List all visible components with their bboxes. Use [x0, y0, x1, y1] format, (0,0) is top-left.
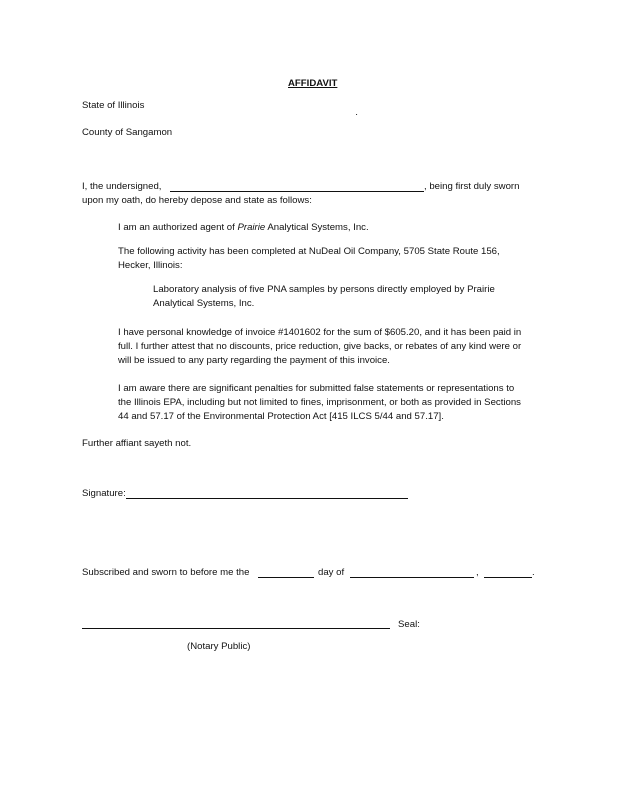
work-line1: Laboratory analysis of five PNA samples by persons directly employed by Prairie	[153, 284, 495, 295]
month-blank-line[interactable]	[350, 577, 474, 578]
day-of-label: day of	[318, 567, 345, 578]
invoice-line2: full. I further attest that no discounts, price reduction, give backs, or rebates of any kind were or	[118, 341, 522, 352]
work-line2: Analytical Systems, Inc.	[153, 298, 255, 309]
stray-mark: ·	[355, 109, 359, 120]
name-blank-line[interactable]	[170, 191, 424, 192]
county-line: County of Sangamon	[82, 127, 173, 138]
period: .	[532, 567, 535, 578]
intro-line2: upon my oath, do hereby depose and state as follows:	[82, 195, 312, 206]
subscribed-label: Subscribed and sworn to before me the	[82, 567, 250, 578]
penalties-line3: 44 and 57.17 of the Environmental Protection Act [415 ILCS 5/44 and 57.17].	[118, 411, 444, 422]
notary-signature-line[interactable]	[82, 628, 390, 629]
day-blank-line[interactable]	[258, 577, 314, 578]
signature-line[interactable]	[126, 498, 408, 499]
state-line: State of Illinois	[82, 100, 145, 111]
year-blank-line[interactable]	[484, 577, 532, 578]
activity-line1: The following activity has been completed at NuDeal Oil Company, 5705 State Route 156,	[118, 246, 500, 257]
comma-separator: ,	[476, 567, 479, 578]
penalties-line1: I am aware there are significant penalties for submitted false statements or representations to	[118, 383, 515, 394]
activity-line2: Hecker, Illinois:	[118, 260, 183, 271]
seal-label: Seal:	[398, 619, 420, 630]
agent-statement	[118, 221, 369, 235]
notary-label: (Notary Public)	[187, 641, 251, 652]
further-affiant: Further affiant sayeth not.	[82, 438, 192, 449]
intro-label: I, the undersigned,	[82, 181, 162, 192]
signature-label: Signature:	[82, 488, 126, 499]
invoice-line3: will be issued to any party regarding the payment of this invoice.	[118, 355, 390, 366]
penalties-line2: the Illinois EPA, including but not limited to fines, imprisonment, or both as provided in Sections	[118, 397, 521, 408]
intro-sworn: , being first duly sworn	[424, 181, 520, 192]
agent-suffix: Analytical Systems, Inc.	[265, 222, 369, 233]
agent-prefix: I am an authorized agent of	[118, 222, 238, 233]
agent-company: Prairie	[237, 222, 266, 233]
invoice-line1: I have personal knowledge of invoice #1401602 for the sum of $605.20, and it has been paid in	[118, 327, 522, 338]
document-title: AFFIDAVIT	[288, 78, 338, 89]
